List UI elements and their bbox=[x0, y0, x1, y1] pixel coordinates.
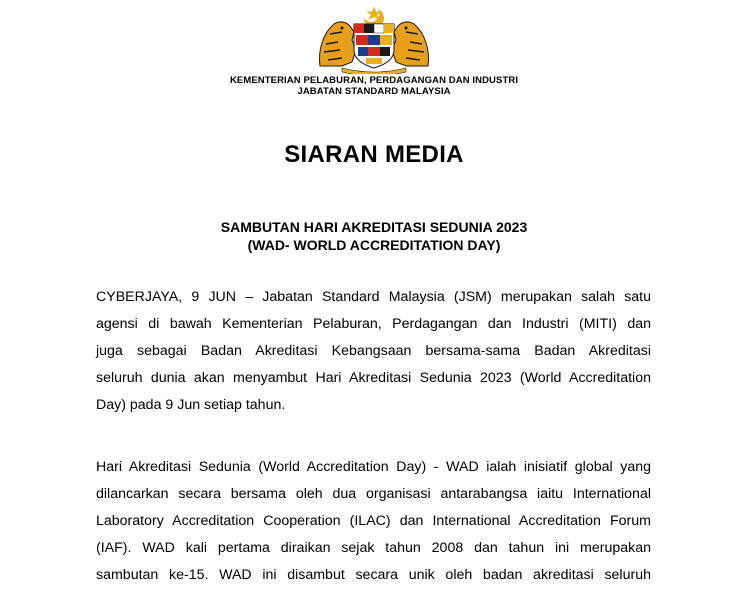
paragraph-line: dilancarkan secara bersama oleh dua organisasi antarabangsa iaitu International bbox=[96, 486, 651, 502]
paragraph-line: Hari Akreditasi Sedunia (World Accreditation Day) - WAD ialah inisiatif global yang bbox=[96, 459, 651, 475]
coat-of-arms-icon bbox=[312, 4, 436, 74]
headline-subtitle: (WAD- WORLD ACCREDITATION DAY) bbox=[247, 237, 501, 253]
ministry-name: KEMENTERIAN PELABURAN, PERDAGANGAN DAN INDUSTRI bbox=[229, 75, 519, 86]
paragraph-line: Laboratory Accreditation Cooperation (ILAC) dan International Accreditation Forum bbox=[96, 513, 651, 529]
paragraph-line: sambutan ke-15. WAD ini disambut secara unik oleh badan akreditasi seluruh bbox=[96, 567, 651, 583]
paragraph-1 bbox=[96, 284, 651, 419]
department-name: JABATAN STANDARD MALAYSIA bbox=[297, 86, 451, 97]
paragraph-line: (IAF). WAD kali pertama diraikan sejak tahun 2008 dan tahun ini merupakan bbox=[96, 540, 651, 556]
paragraph-line: seluruh dunia akan menyambut Hari Akreditasi Sedunia 2023 (World Accreditation bbox=[96, 370, 651, 386]
paragraph-line: juga sebagai Badan Akreditasi Kebangsaan bersama-sama Badan Akreditasi bbox=[96, 343, 651, 359]
headline: SAMBUTAN HARI AKREDITASI SEDUNIA 2023 bbox=[220, 219, 528, 235]
paragraph-line: Day) pada 9 Jun setiap tahun. bbox=[96, 397, 286, 413]
page-title: SIARAN MEDIA bbox=[284, 141, 464, 168]
paragraph-line: CYBERJAYA, 9 JUN – Jabatan Standard Malaysia (JSM) merupakan salah satu bbox=[96, 289, 651, 305]
paragraph-2 bbox=[96, 454, 651, 589]
paragraph-line: agensi di bawah Kementerian Pelaburan, Perdagangan dan Industri (MITI) dan bbox=[96, 316, 651, 332]
